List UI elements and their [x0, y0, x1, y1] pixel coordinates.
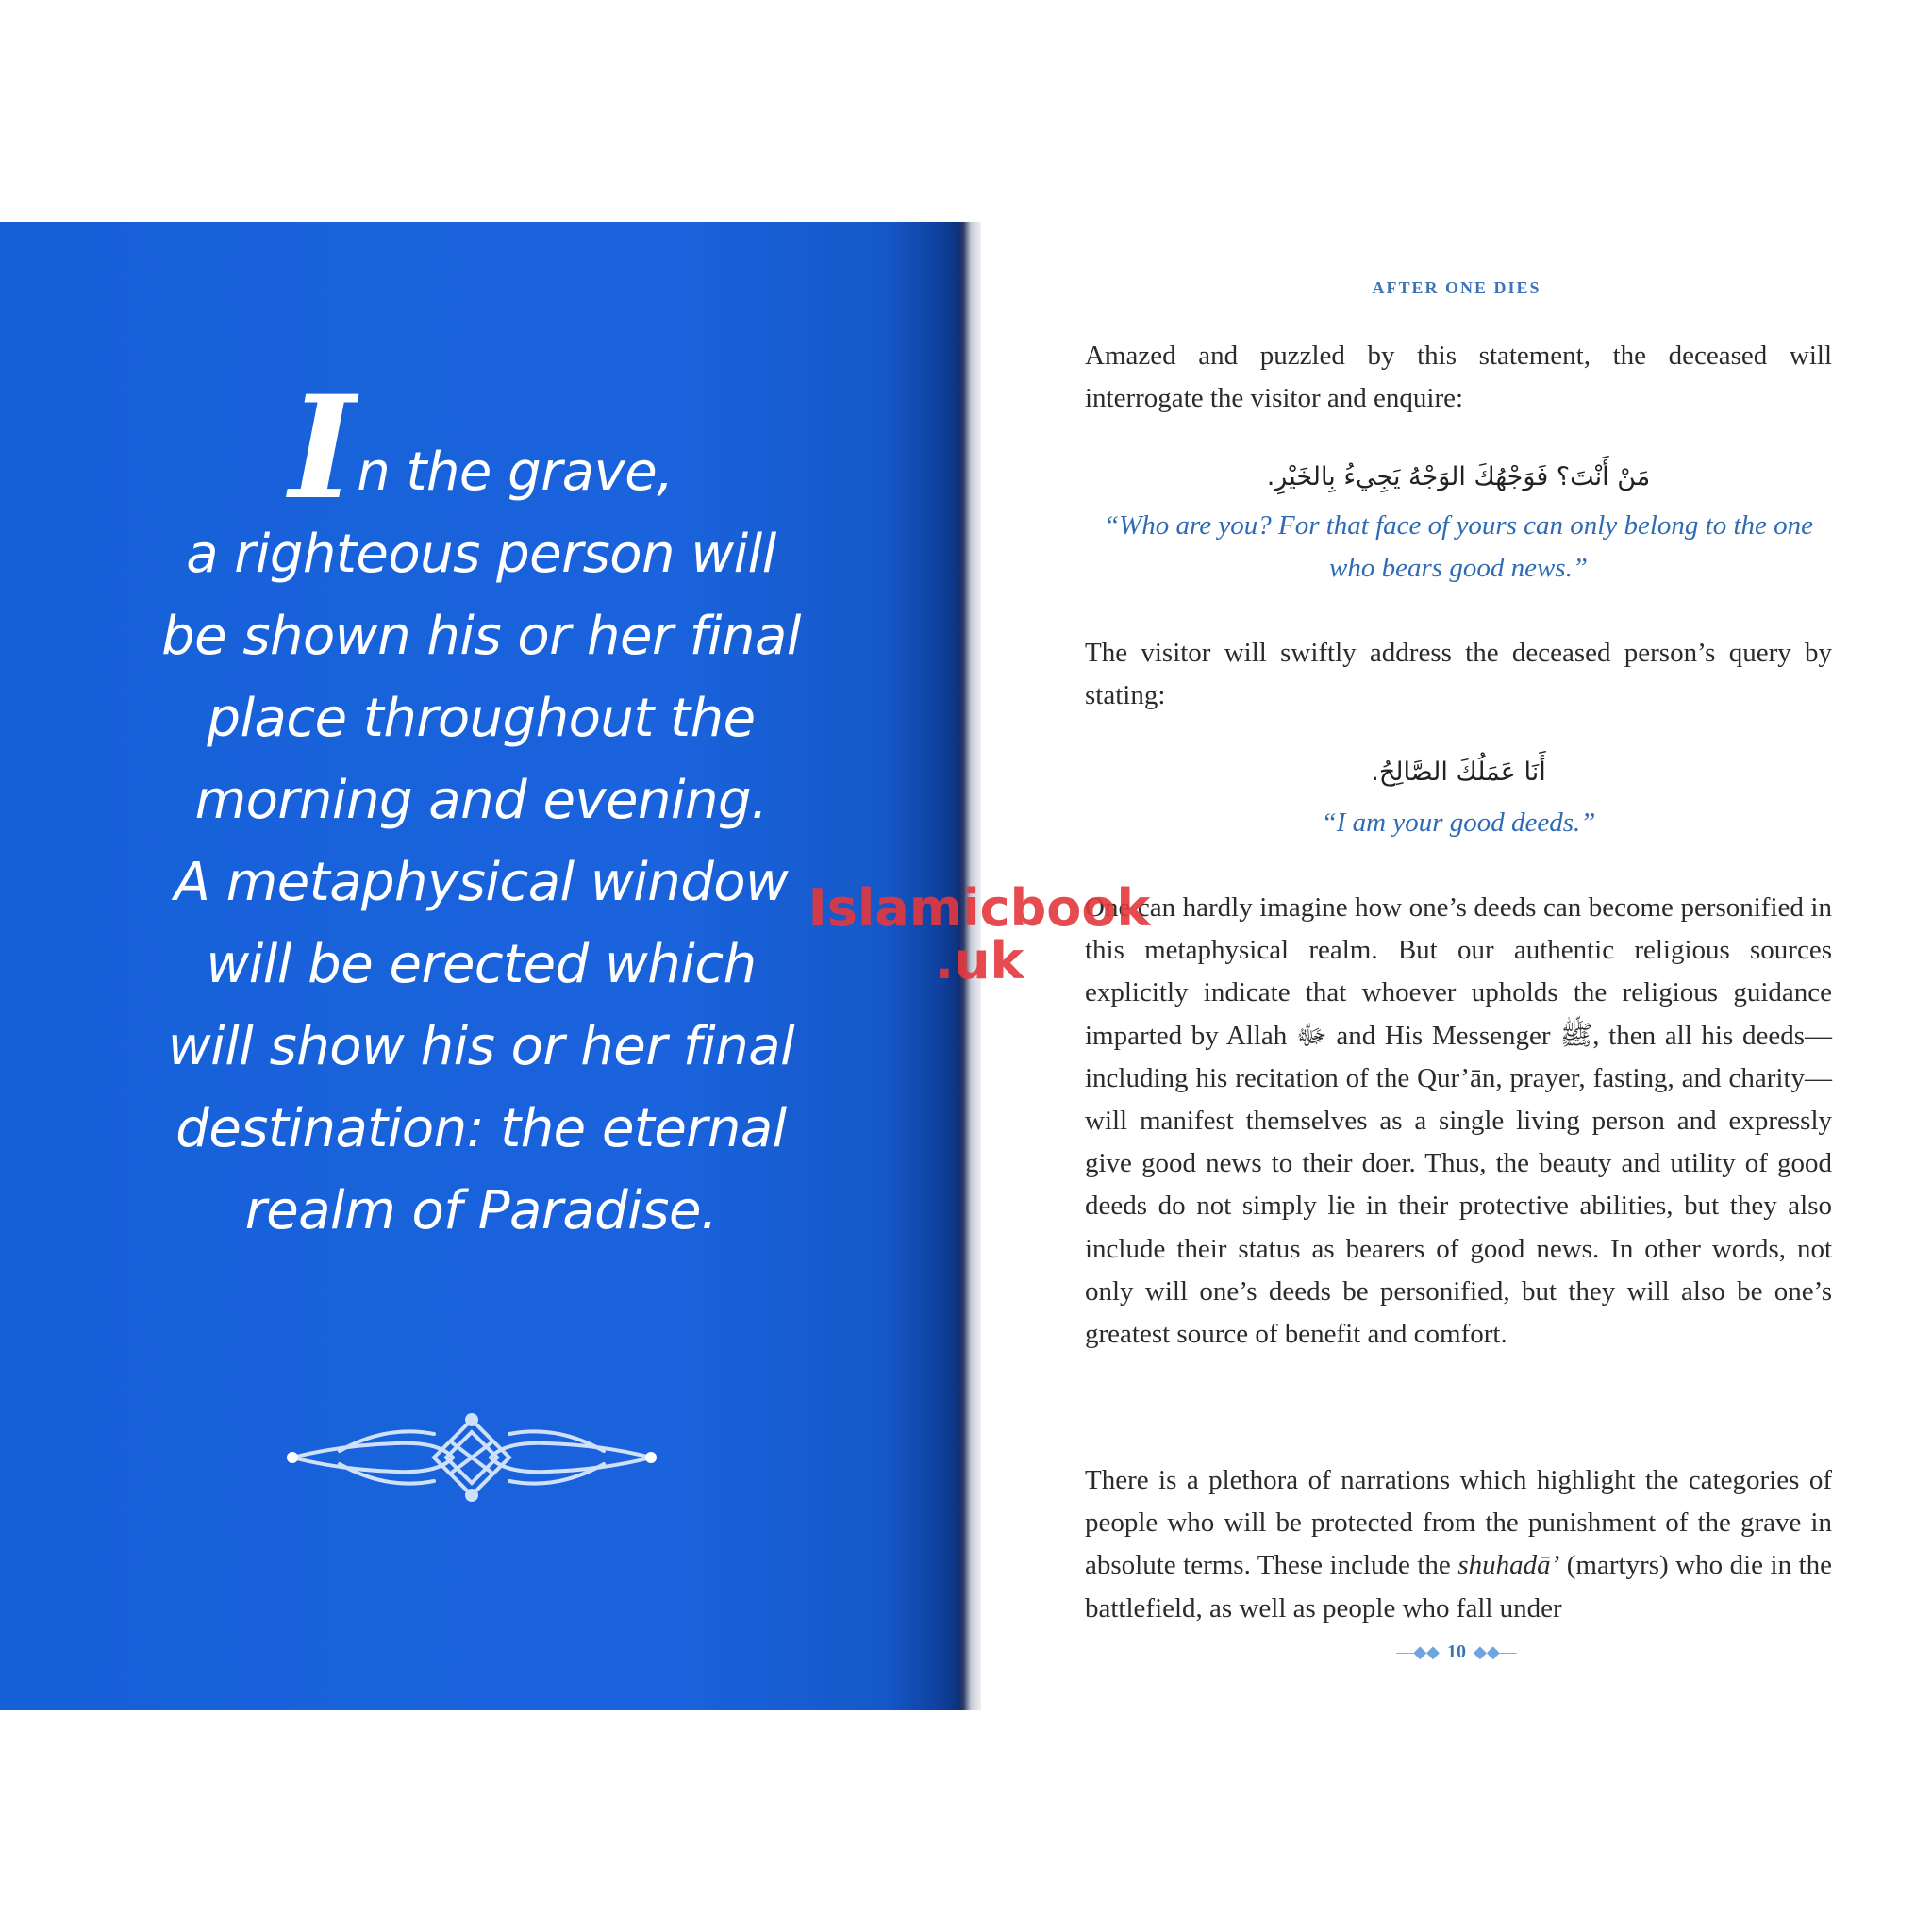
quote-line: A metaphysical window — [174, 852, 789, 913]
folio-ornament-left-icon: —◆◆ — [1396, 1642, 1440, 1661]
paragraph-4: There is a plethora of narrations which highlight the categories of people who will be protected from the punishment of the grave in absolute terms. These include the shuhadā’ (martyrs) who die in the battlefield, as well as people who fall under — [1085, 1465, 1833, 1624]
pull-quote — [113, 365, 849, 1252]
quote-line: realm of Paradise. — [244, 1180, 718, 1241]
watermark: Islamicbook .uk — [808, 878, 1151, 991]
quote-line: a righteous person will — [186, 524, 776, 585]
quote-line: will show his or her final — [167, 1016, 795, 1077]
paragraph-1: Amazed and puzzled by this statement, the deceased will interrogate the visitor and enquire: — [1085, 341, 1832, 414]
folio-ornament-right-icon: ◆◆— — [1474, 1642, 1517, 1661]
translation-2: “I am your good deeds.” — [1321, 808, 1596, 838]
quote-line: In the grave, — [289, 365, 674, 531]
quote-line: morning and evening. — [194, 770, 768, 831]
arabic-quote-2: أَنَا عَمَلُكَ الصَّالِحُ. — [1371, 758, 1546, 787]
book-spread — [0, 222, 1932, 1710]
paragraph-3: One can hardly imagine how one’s deeds can become personified in this metaphysical realm. But our authentic religious sources explicitly indicate that whoever upholds the religious guidance imparted by Allah ﷻ and His Messenger ﷺ, then all his deeds—including his recitation of the Qur’ān, prayer, fasting, and charity—will manifest themselves as a single living person and expressly give good news to their doer. Thus, the beauty and utility of good deeds do not simply lie in their protective abilities, but they also include their status as bearers of good news. In other words, not only will one’s deeds be personified, but they will also be one’s greatest source of benefit and comfort. — [1085, 892, 1832, 1350]
quote-line: destination: the eternal — [175, 1098, 787, 1159]
drop-cap: I — [289, 365, 356, 531]
quote-line: be shown his or her final — [161, 606, 801, 667]
italic-term: shuhadā’ — [1457, 1550, 1560, 1581]
ornament-divider-icon — [283, 1406, 660, 1509]
page-number: —◆◆ 10 ◆◆— — [1396, 1641, 1517, 1662]
quote-line: place throughout the — [207, 688, 756, 749]
translation-1: “Who are you? For that face of yours can only belong to the one who bears good news.” — [1104, 510, 1813, 583]
arabic-quote-1: مَنْ أَنْتَ؟ فَوَجْهُكَ الوَجْهُ يَجِيءُ بِالخَيْرِ. — [1266, 462, 1651, 491]
quote-line: will be erected which — [206, 934, 757, 995]
paragraph-2: The visitor will swiftly address the deceased person’s query by stating: — [1085, 638, 1832, 711]
running-head: AFTER ONE DIES — [1372, 278, 1541, 297]
